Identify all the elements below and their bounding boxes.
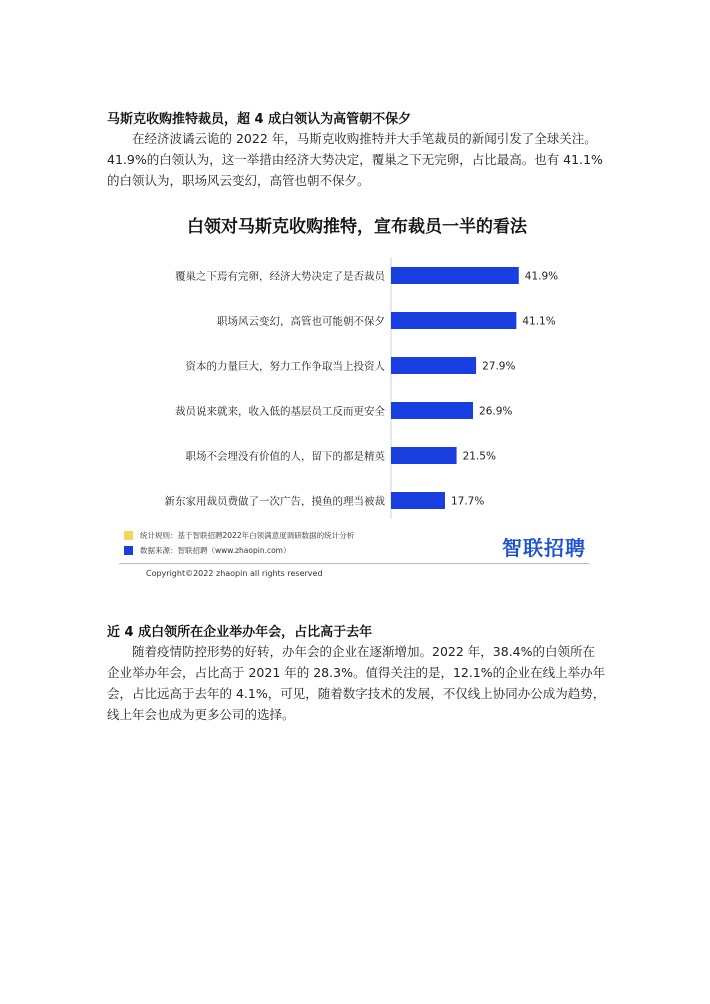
category-label: 职场不会埋没有价值的人，留下的都是精英 [185,450,385,463]
bar [391,492,445,509]
legend-source-row [124,545,290,556]
data-label: 17.7% [450,495,485,508]
legend-blue-square [124,546,133,555]
legend-rule-text: 统计规则：基于智联招聘2022年白领满意度调研数据的统计分析 [140,531,355,540]
zhaopin-logo [502,532,586,561]
data-label: 41.9% [524,270,559,283]
section2-paragraph: 随着疫情防控形势的好转，办年会的企业在逐渐增加。2022 年，38.4%的白领所在企业举办年会，占比高于 2021 年的 28.3%。值得关注的是，12.1%的企业在线上举办年会，占比远高于去年的 4.1%，可见，随着数字技术的发展，不仅线上协同办公成为趋势，线上年会也成为更多公司的选择。 [107,644,606,722]
bar [391,267,519,284]
bar [391,357,476,374]
data-label: 26.9% [479,405,513,418]
data-label: 27.9% [482,360,516,373]
chart-title: 白领对马斯克收购推特，宣布裁员一半的看法 [187,217,527,237]
legend-yellow-square [124,531,133,540]
section1-heading: 马斯克收购推特裁员，超 4 成白领认为高管朝不保夕 [107,112,412,127]
bar [391,402,473,419]
bar [391,447,457,464]
category-label: 资本的力量巨大，努力工作争取当上投资人 [185,360,385,373]
copyright-divider [119,563,589,564]
bar [391,312,516,329]
category-label: 职场风云变幻，高管也可能朝不保夕 [217,315,385,328]
data-label: 41.1% [522,315,556,328]
category-label: 新东家用裁员费做了一次广告，摸鱼的理当被裁 [164,495,385,508]
copyright-text: Copyright©2022 zhaopin all rights reserved [146,569,323,578]
category-label: 覆巢之下焉有完卵，经济大势决定了是否裁员 [175,270,385,283]
legend-rule-row [124,530,354,541]
data-label: 21.5% [462,450,496,463]
section2-heading: 近 4 成白领所在企业举办年会，占比高于去年 [107,625,373,640]
legend-source-text: 数据来源：智联招聘（www.zhaopin.com） [140,546,291,555]
logo-text: 智联招聘 [502,536,586,560]
category-label: 裁员说来就来，收入低的基层员工反而更安全 [175,405,385,418]
section1-paragraph: 在经济波谲云诡的 2022 年，马斯克收购推特并大手笔裁员的新闻引发了全球关注。41.9%的白领认为，这一举措由经济大势决定，覆巢之下无完卵，占比最高。也有 41.1%的白领认为，职场风云变幻，高管也朝不保夕。 [107,131,603,188]
